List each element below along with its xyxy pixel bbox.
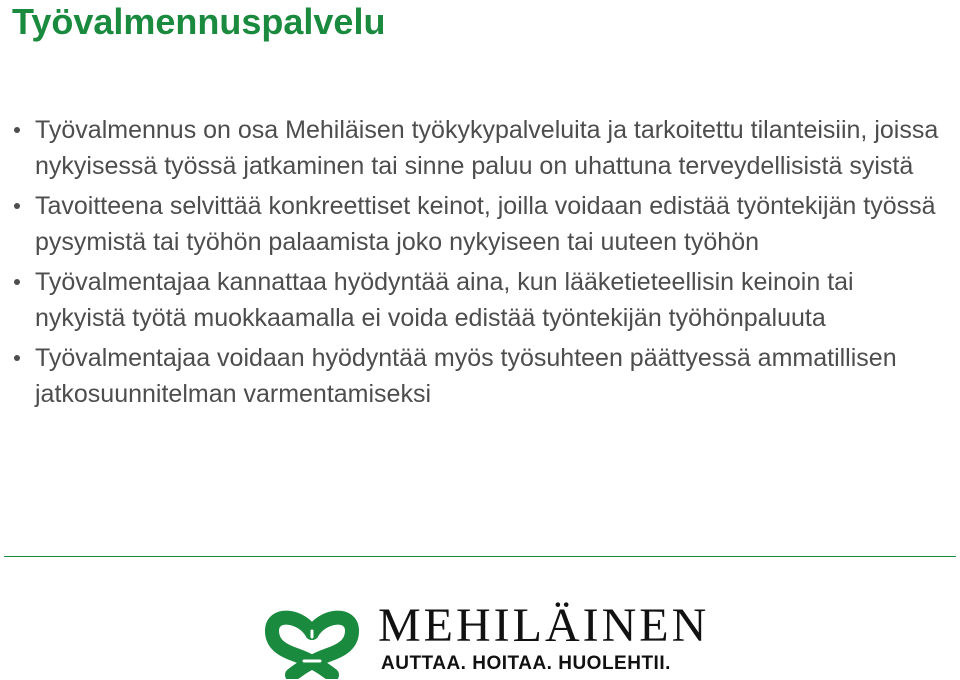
list-item xyxy=(0,188,940,260)
list-item xyxy=(0,340,940,412)
list-item xyxy=(0,112,940,184)
heart-ribbon-icon xyxy=(262,601,362,679)
brand-logo-text: MEHILÄINEN xyxy=(378,599,710,652)
bullet-dot-icon xyxy=(14,203,20,209)
bullet-text: Työvalmennus on osa Mehiläisen työkykypalveluita ja tarkoitettu tilanteisiin, joissa nykyisessä työssä jatkaminen tai sinne paluu on uhattuna terveydellisistä syistä xyxy=(35,116,939,180)
bullet-list xyxy=(0,112,940,416)
bullet-dot-icon xyxy=(14,355,20,361)
page-title: Työvalmennuspalvelu xyxy=(12,1,386,42)
list-item xyxy=(0,264,940,336)
bullet-text: Tavoitteena selvittää konkreettiset keinot, joilla voidaan edistää työntekijän työssä pysymistä tai työhön palaamista joko nykyiseen tai uuteen työhön xyxy=(35,192,936,256)
brand-tagline: AUTTAA. HOITAA. HUOLEHTII. xyxy=(381,653,671,674)
bullet-text: Työvalmentajaa voidaan hyödyntää myös työsuhteen päättyessä ammatillisen jatkosuunnitelman varmentamiseksi xyxy=(35,344,897,408)
divider xyxy=(4,556,956,557)
bullet-text: Työvalmentajaa kannattaa hyödyntää aina, kun lääketieteellisin keinoin tai nykyistä työtä muokkaamalla ei voida edistää työntekijän työhönpaluuta xyxy=(35,268,854,332)
bullet-dot-icon xyxy=(14,279,20,285)
bullet-dot-icon xyxy=(14,127,20,133)
